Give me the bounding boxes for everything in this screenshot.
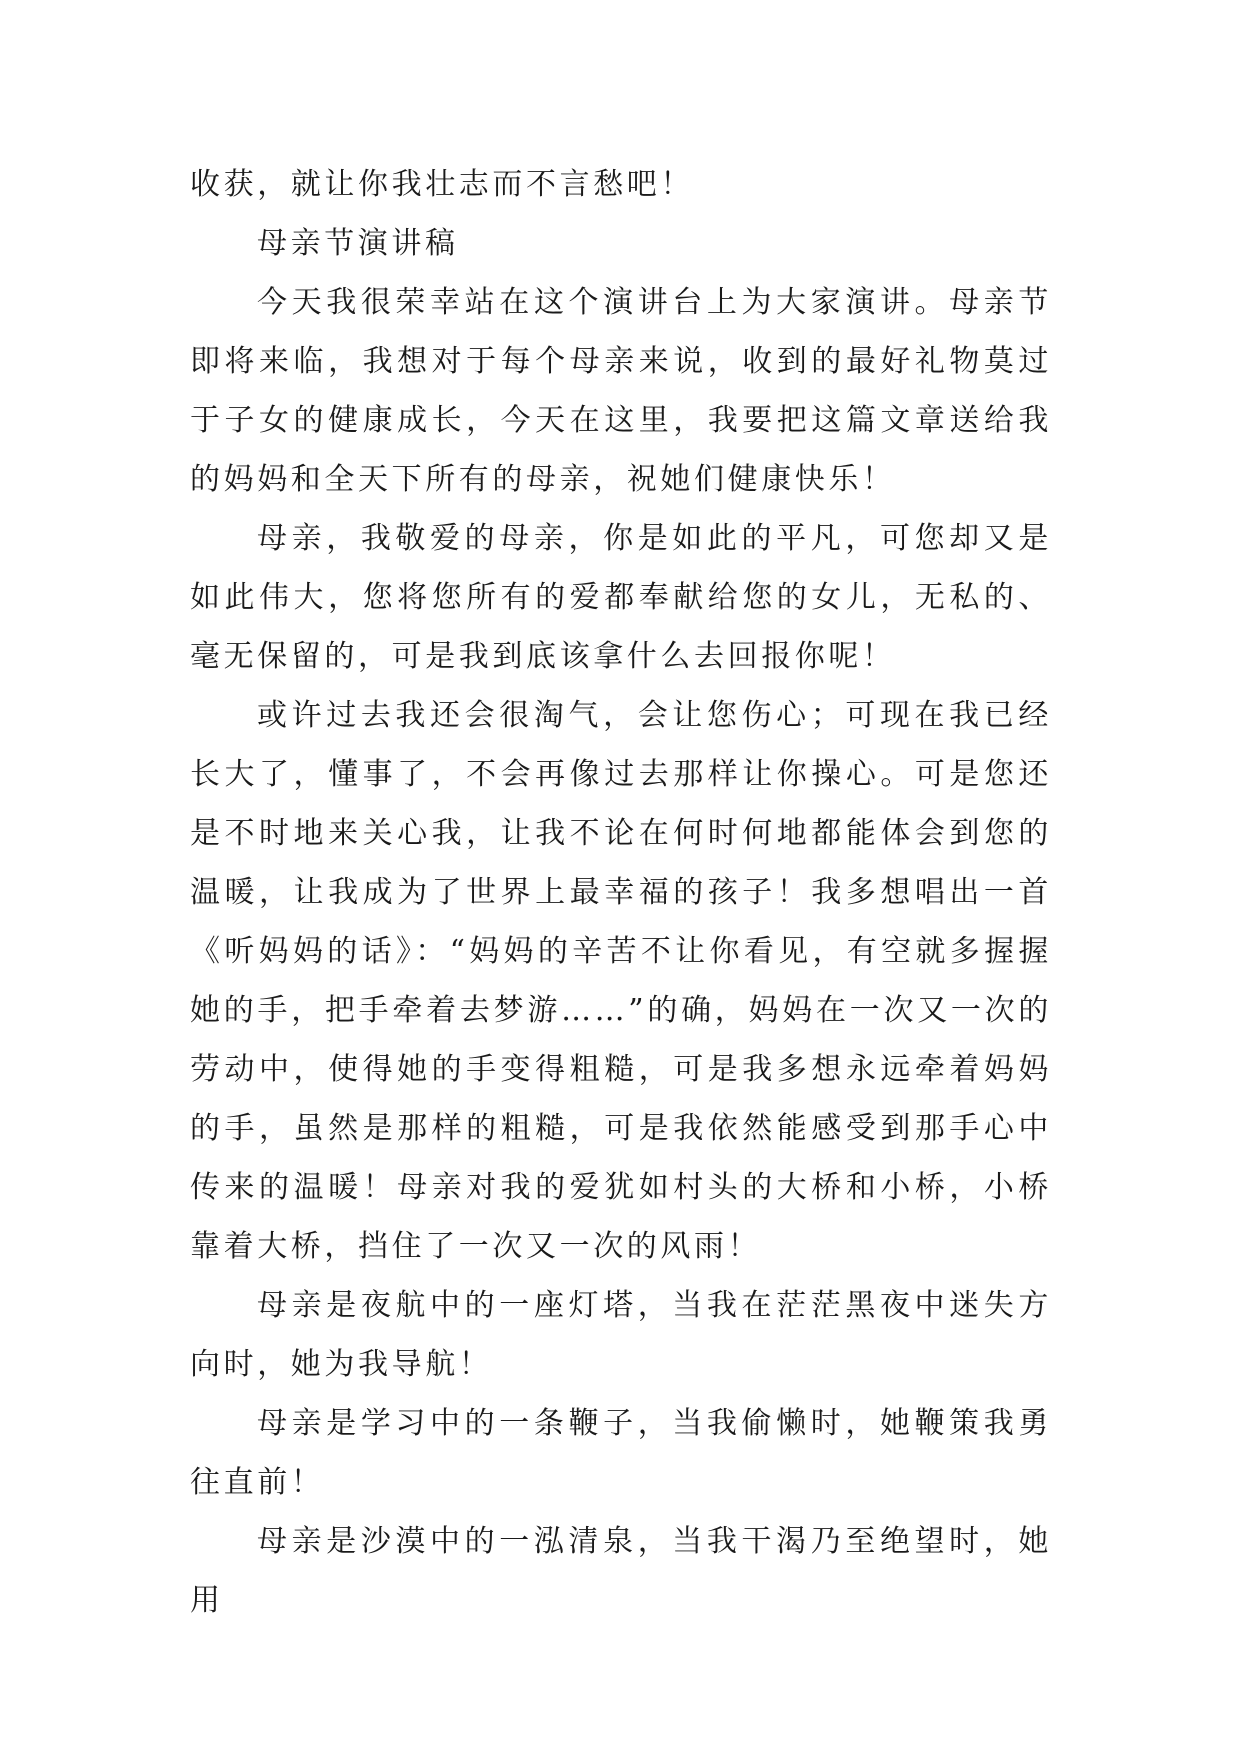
paragraph-intro: 今天我很荣幸站在这个演讲台上为大家演讲。母亲节即将来临，我想对于每个母亲来说，收到的最好礼物莫过于子女的健康成长，今天在这里，我要把这篇文章送给我的妈妈和全天下所有的母亲，祝她们健康快乐！ — [190, 285, 1052, 497]
paragraph-continuation: 收获，就让你我壮志而不言愁吧！ — [190, 167, 694, 202]
paragraph-spring: 母亲是沙漠中的一泓清泉，当我干渴乃至绝望时，她用 — [190, 1524, 1052, 1618]
paragraph-whip: 母亲是学习中的一条鞭子，当我偷懒时，她鞭策我勇往直前！ — [190, 1406, 1052, 1500]
paragraph-dear-mother: 母亲，我敬爱的母亲，你是如此的平凡，可您却又是如此伟大，您将您所有的爱都奉献给您的女儿，无私的、毫无保留的，可是我到底该拿什么去回报你呢！ — [190, 521, 1052, 674]
paragraph-lighthouse: 母亲是夜航中的一座灯塔，当我在茫茫黑夜中迷失方向时，她为我导航！ — [190, 1288, 1052, 1382]
document-body — [190, 155, 1052, 1630]
speech-title: 母亲节演讲稿 — [257, 226, 459, 261]
paragraph-memories: 或许过去我还会很淘气，会让您伤心；可现在我已经长大了，懂事了，不会再像过去那样让你操心。可是您还是不时地来关心我，让我不论在何时何地都能体会到您的温暖，让我成为了世界上最幸福的孩子！我多想唱出一首《听妈妈的话》：“妈妈的辛苦不让你看见，有空就多握握她的手，把手牵着去梦游……”的确，妈妈在一次又一次的劳动中，使得她的手变得粗糙，可是我多想永远牵着妈妈的手，虽然是那样的粗糙，可是我依然能感受到那手心中传来的温暖！母亲对我的爱犹如村头的大桥和小桥，小桥靠着大桥，挡住了一次又一次的风雨！ — [190, 698, 1052, 1264]
